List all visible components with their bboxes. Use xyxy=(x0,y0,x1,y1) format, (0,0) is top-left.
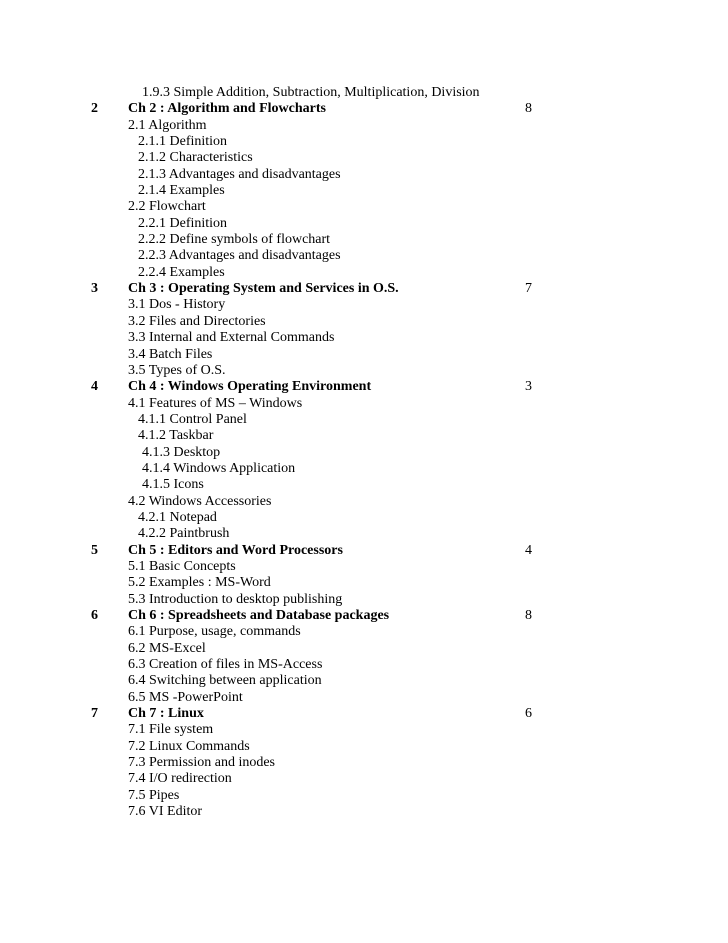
topic-text: 4.1.2 Taskbar xyxy=(138,428,214,444)
topic-text: 6.4 Switching between application xyxy=(128,673,322,689)
topic-row xyxy=(0,755,728,771)
topic-row xyxy=(0,575,728,591)
topic-text: 6.5 MS -PowerPoint xyxy=(128,689,243,705)
topic-text: 3.4 Batch Files xyxy=(128,346,213,362)
topic-text: 4.1.3 Desktop xyxy=(142,444,221,460)
topic-row xyxy=(0,396,728,412)
topic-text: 3.3 Internal and External Commands xyxy=(128,330,335,346)
topic-row xyxy=(0,641,728,657)
topic-row xyxy=(0,722,728,738)
topic-row xyxy=(0,445,728,461)
topic-text: 7.5 Pipes xyxy=(128,787,180,803)
topic-text: 2.2 Flowchart xyxy=(128,199,206,215)
topic-text: 4.1.1 Control Panel xyxy=(138,411,247,427)
topic-row xyxy=(0,412,728,428)
topic-text: 1.9.3 Simple Addition, Subtraction, Multiplication, Division xyxy=(142,85,480,100)
topic-row xyxy=(0,216,728,232)
topic-text: 6.3 Creation of files in MS-Access xyxy=(128,657,323,673)
topic-text: 2.1 Algorithm xyxy=(128,117,207,133)
topic-row xyxy=(0,183,728,199)
topic-row xyxy=(0,150,728,166)
topic-row xyxy=(0,657,728,673)
topic-text: 6.1 Purpose, usage, commands xyxy=(128,624,301,640)
topic-row xyxy=(0,461,728,477)
topic-row xyxy=(0,314,728,330)
topic-row xyxy=(0,85,728,101)
topic-row xyxy=(0,199,728,215)
topic-text: 2.2.4 Examples xyxy=(138,264,225,280)
topic-text: 6.2 MS-Excel xyxy=(128,640,206,656)
chapter-title: Ch 6 : Spreadsheets and Database packages xyxy=(128,608,390,623)
chapter-title: Ch 2 : Algorithm and Flowcharts xyxy=(128,101,326,117)
topic-text: 2.1.3 Advantages and disadvantages xyxy=(138,166,341,182)
chapter-row xyxy=(0,281,728,297)
topic-text: 3.5 Types of O.S. xyxy=(128,362,226,378)
chapter-row xyxy=(0,608,728,624)
chapter-row xyxy=(0,706,728,722)
topic-text: 5.2 Examples : MS-Word xyxy=(128,575,271,591)
topic-text: 4.1.4 Windows Application xyxy=(142,460,296,476)
topic-text: 2.2.2 Define symbols of flowchart xyxy=(138,232,331,248)
topic-row xyxy=(0,494,728,510)
topic-row xyxy=(0,428,728,444)
topic-text: 2.1.2 Characteristics xyxy=(138,150,253,166)
topic-row xyxy=(0,232,728,248)
chapter-row xyxy=(0,543,728,559)
topic-text: 2.1.1 Definition xyxy=(138,134,228,150)
topic-row xyxy=(0,690,728,706)
chapter-number: 4 xyxy=(91,379,98,395)
topic-row xyxy=(0,739,728,755)
topic-row xyxy=(0,248,728,264)
topic-text: 4.2.1 Notepad xyxy=(138,509,217,525)
chapter-number: 7 xyxy=(91,706,98,722)
topic-row xyxy=(0,118,728,134)
topic-text: 5.3 Introduction to desktop publishing xyxy=(128,591,343,607)
syllabus-list xyxy=(0,85,728,820)
chapter-marks: 8 xyxy=(525,101,532,117)
chapter-marks: 6 xyxy=(525,706,532,722)
topic-text: 7.4 I/O redirection xyxy=(128,771,232,787)
topic-row xyxy=(0,330,728,346)
topic-row xyxy=(0,510,728,526)
topic-row xyxy=(0,624,728,640)
topic-text: 2.1.4 Examples xyxy=(138,183,225,199)
topic-text: 4.2 Windows Accessories xyxy=(128,493,272,509)
topic-row xyxy=(0,592,728,608)
topic-row xyxy=(0,347,728,363)
topic-text: 4.1.5 Icons xyxy=(142,477,204,493)
topic-text: 5.1 Basic Concepts xyxy=(128,558,236,574)
topic-row xyxy=(0,804,728,820)
topic-row xyxy=(0,363,728,379)
chapter-marks: 3 xyxy=(525,379,532,395)
topic-row xyxy=(0,559,728,575)
topic-row xyxy=(0,134,728,150)
topic-text: 2.2.3 Advantages and disadvantages xyxy=(138,248,341,264)
chapter-number: 6 xyxy=(91,608,98,623)
chapter-number: 5 xyxy=(91,542,98,558)
topic-text: 7.6 VI Editor xyxy=(128,804,203,820)
topic-row xyxy=(0,265,728,281)
chapter-number: 2 xyxy=(91,101,98,117)
chapter-title: Ch 5 : Editors and Word Processors xyxy=(128,542,343,558)
topic-row xyxy=(0,477,728,493)
topic-row xyxy=(0,297,728,313)
topic-row xyxy=(0,771,728,787)
chapter-marks: 7 xyxy=(525,281,532,297)
chapter-title: Ch 3 : Operating System and Services in O.S. xyxy=(128,281,399,297)
chapter-row xyxy=(0,379,728,395)
topic-text: 7.3 Permission and inodes xyxy=(128,755,275,771)
topic-row xyxy=(0,167,728,183)
chapter-title: Ch 7 : Linux xyxy=(128,706,204,722)
chapter-number: 3 xyxy=(91,281,98,297)
topic-text: 4.1 Features of MS – Windows xyxy=(128,395,303,411)
topic-text: 7.2 Linux Commands xyxy=(128,738,250,754)
topic-text: 3.1 Dos - History xyxy=(128,297,226,313)
chapter-row xyxy=(0,101,728,117)
topic-text: 2.2.1 Definition xyxy=(138,215,228,231)
topic-text: 7.1 File system xyxy=(128,722,214,738)
topic-row xyxy=(0,526,728,542)
topic-text: 4.2.2 Paintbrush xyxy=(138,526,230,542)
chapter-title: Ch 4 : Windows Operating Environment xyxy=(128,379,372,395)
chapter-marks: 8 xyxy=(525,608,532,623)
topic-row xyxy=(0,673,728,689)
topic-text: 3.2 Files and Directories xyxy=(128,313,266,329)
chapter-marks: 4 xyxy=(525,542,532,558)
topic-row xyxy=(0,788,728,804)
